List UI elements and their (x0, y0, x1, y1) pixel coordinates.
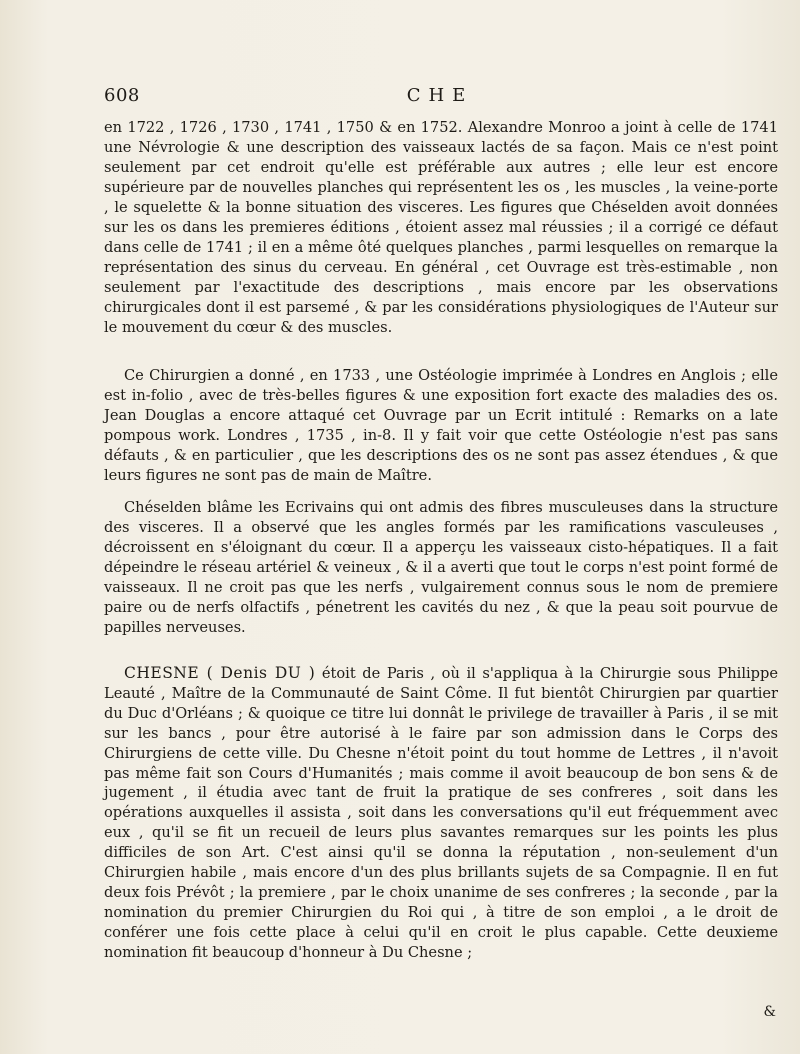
paragraph-3 (104, 498, 778, 638)
running-head (104, 84, 760, 108)
paragraph-1-text: en 1722 , 1726 , 1730 , 1741 , 1750 & en 1752. Alexandre Monroo a joint à celle de 1741 une Névrologie & une description des vaisseaux lactés de sa façon. Mais ce n'est point seulement par cet endroit qu'elle est préférable aux autres ; elle leur est encore supérieure par de nouvelles planches qui représentent les os , les muscles , la veine-porte , le squelette & la bonne situation des visceres. Les figures que Chéselden avoit données sur les os dans les premieres éditions , étoient assez mal réussies ; il a corrigé ce défaut dans celle de 1741 ; il en a même ôté quelques planches , parmi lesquelles on remarque la représentation des sinus du cerveau. En général , cet Ouvrage est très-estimable , non seulement par l'exactitude des descriptions , mais encore par les observations chirurgicales dont il est parsemé , & par les considérations physiologiques de l'Auteur sur le mouvement du cœur & des muscles. (104, 119, 778, 336)
catchword: & (763, 1004, 776, 1020)
paragraph-1 (104, 118, 778, 337)
header-title: CHE (406, 85, 474, 106)
paragraph-2-text: Ce Chirurgien a donné , en 1733 , une Ostéologie imprimée à Londres en Anglois ; elle est in-folio , avec de très-belles figures & une exposition fort exacte des maladies des os. Jean Douglas a encore attaqué cet Ouvrage par un Ecrit intitulé : Remarks on a late pompous work. Londres , 1735 , in-8. Il y fait voir que cette Ostéologie n'est pas sans défauts , & en particulier , que les descriptions des os ne sont pas assez étendues , & que leurs figures ne sont pas de main de Maître. (104, 367, 778, 484)
page-number: 608 (104, 85, 140, 106)
entry-text: étoit de Paris , où il s'appliqua à la Chirurgie sous Philippe Leauté , Maître de la Communauté de Saint Côme. Il fut bientôt Chirurgien par quartier du Duc d'Orléans ; & quoique ce titre lui donnât le privilege de travailler à Paris , il se mit sur les bancs , pour être autorisé à le faire par son admission dans le Corps des Chirurgiens de cette ville. Du Chesne n'étoit point du tout homme de Lettres , il n'avoit pas même fait son Cours d'Humanités ; mais comme il avoit beaucoup de bon sens & de jugement , il étudia avec tant de fruit la pratique de ses confreres , soit dans les opérations auxquelles il assista , soit dans les conversations qu'il eut fréquemment avec eux , qu'il se fit un recueil de leurs plus savantes remarques sur les points les plus difficiles de son Art. C'est ainsi qu'il se donna la réputation , non-seulement d'un Chirurgien habile , mais encore d'un des plus brillants sujets de sa Compagnie. Il en fut deux fois Prévôt ; la premiere , par le choix unanime de ses confreres ; la seconde , par la nomination du premier Chirurgien du Roi qui , à titre de son emploi , a le droit de conférer une fois cette place à celui qu'il en croit le plus capable. Cette deuxieme nomination fit beaucoup d'honneur à Du Chesne ; (104, 665, 778, 961)
entry-heading: CHESNE ( Denis DU ) (124, 664, 316, 682)
paragraph-2 (104, 366, 778, 486)
paragraph-3-text: Chéselden blâme les Ecrivains qui ont admis des fibres musculeuses dans la structure des visceres. Il a observé que les angles formés par les ramifications vasculeuses , décroissent en s'éloignant du cœur. Il a apperçu les vaisseaux cisto-hépatiques. Il a fait dépeindre le réseau artériel & veineux , & il a averti que tout le corps n'est point formé de vaisseaux. Il ne croit pas que les nerfs , vulgairement connus sous le nom de premiere paire ou de nerfs olfactifs , pénetrent les cavités du nez , & que la peau soit pourvue de papilles nerveuses. (104, 499, 778, 636)
entry-chesne (104, 664, 778, 963)
